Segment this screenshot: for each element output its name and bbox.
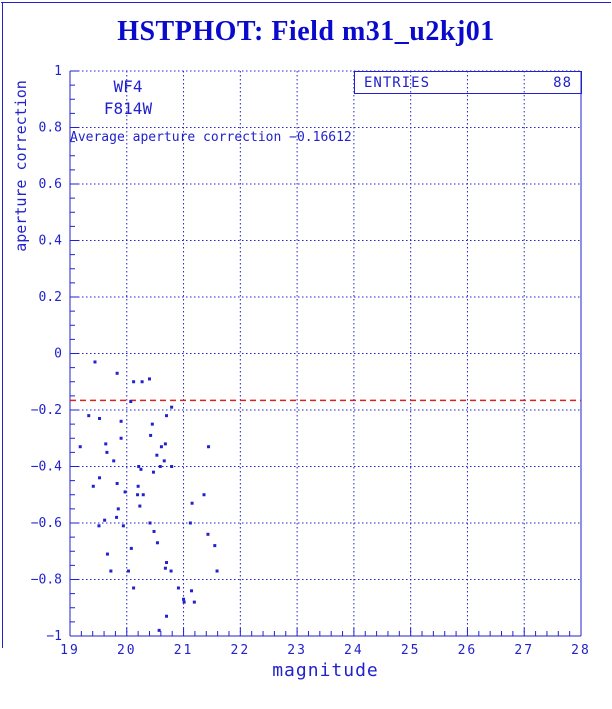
data-point xyxy=(170,465,173,468)
data-point xyxy=(103,519,106,522)
y-tick-label: 0.6 xyxy=(38,177,62,192)
entries-label: ENTRIES xyxy=(364,74,431,91)
y-tick-label: 0 xyxy=(54,346,62,362)
data-point xyxy=(164,442,167,445)
data-point xyxy=(153,530,156,533)
data-point xyxy=(98,476,101,479)
data-point xyxy=(149,522,152,525)
y-tick-label: 0.8 xyxy=(38,120,62,136)
page-title: HSTPHOT: Field m31_u2kj01 xyxy=(117,16,495,47)
data-point xyxy=(137,485,140,488)
y-axis-label: aperture correction xyxy=(12,80,30,252)
x-tick-label: 26 xyxy=(457,643,478,658)
data-point xyxy=(170,570,173,573)
data-point xyxy=(193,601,196,604)
data-point xyxy=(117,507,120,510)
data-point xyxy=(136,493,139,496)
data-point xyxy=(163,459,166,462)
data-point xyxy=(155,454,158,457)
data-point xyxy=(142,493,145,496)
y-tick-label: −0.2 xyxy=(30,403,62,418)
data-point xyxy=(92,485,95,488)
data-point xyxy=(213,544,216,547)
entries-value: 88 xyxy=(553,74,572,91)
data-point xyxy=(141,380,144,383)
data-point xyxy=(120,420,123,423)
data-point xyxy=(216,570,219,573)
data-point xyxy=(165,561,168,564)
data-point xyxy=(151,423,154,426)
filter-label: F814W xyxy=(103,99,153,118)
data-point xyxy=(177,586,180,589)
data-point xyxy=(183,601,186,604)
data-point xyxy=(122,524,125,527)
average-correction-text: Average aperture correction −0.16612 xyxy=(70,130,352,145)
y-tick-label: −0.6 xyxy=(30,516,62,531)
data-point xyxy=(191,502,194,505)
data-point xyxy=(160,445,163,448)
data-point xyxy=(158,629,161,632)
x-tick-label: 22 xyxy=(230,643,251,658)
data-point xyxy=(87,414,90,417)
data-point xyxy=(132,380,135,383)
data-point xyxy=(152,471,155,474)
data-point xyxy=(165,615,168,618)
data-point xyxy=(159,465,162,468)
data-point xyxy=(137,465,140,468)
data-point xyxy=(127,570,130,573)
y-tick-label: −0.4 xyxy=(30,459,62,475)
data-point xyxy=(148,377,151,380)
x-tick-label: 21 xyxy=(173,643,194,658)
data-point xyxy=(156,541,159,544)
data-point xyxy=(129,400,132,403)
y-tick-label: 0.4 xyxy=(38,233,62,249)
data-point xyxy=(116,372,119,375)
y-tick-label: −0.8 xyxy=(30,572,62,588)
data-point xyxy=(109,570,112,573)
data-point xyxy=(105,451,108,454)
data-point xyxy=(104,442,107,445)
data-point xyxy=(165,414,168,417)
data-point xyxy=(130,547,133,550)
entries-box xyxy=(354,71,582,94)
data-point xyxy=(112,459,115,462)
x-tick-label: 20 xyxy=(116,643,137,658)
data-point xyxy=(124,490,127,493)
data-point xyxy=(93,360,96,363)
data-point xyxy=(138,505,141,508)
data-point xyxy=(120,437,123,440)
data-point xyxy=(132,586,135,589)
data-point xyxy=(139,468,142,471)
data-point xyxy=(106,553,109,556)
data-point xyxy=(164,567,167,570)
data-point xyxy=(182,598,185,601)
data-point xyxy=(149,434,152,437)
y-tick-label: 0.2 xyxy=(38,290,62,305)
x-tick-label: 27 xyxy=(514,643,535,658)
data-point xyxy=(207,445,210,448)
x-axis-label: magnitude xyxy=(272,660,379,681)
x-tick-label: 28 xyxy=(571,643,591,658)
x-tick-label: 24 xyxy=(344,643,364,658)
x-tick-label: 23 xyxy=(287,643,307,658)
x-tick-label: 25 xyxy=(400,643,421,658)
data-point xyxy=(170,406,173,409)
y-tick-label: 1 xyxy=(54,64,62,79)
detector-label: WF4 xyxy=(113,77,143,96)
data-point xyxy=(97,524,100,527)
data-point xyxy=(79,445,82,448)
data-point xyxy=(206,533,209,536)
data-point xyxy=(116,482,119,485)
data-point xyxy=(98,417,101,420)
data-point xyxy=(202,493,205,496)
data-point xyxy=(190,589,193,592)
data-point xyxy=(115,516,118,519)
x-tick-label: 19 xyxy=(60,643,80,658)
y-tick-label: −1 xyxy=(46,629,62,644)
data-point xyxy=(189,522,192,525)
